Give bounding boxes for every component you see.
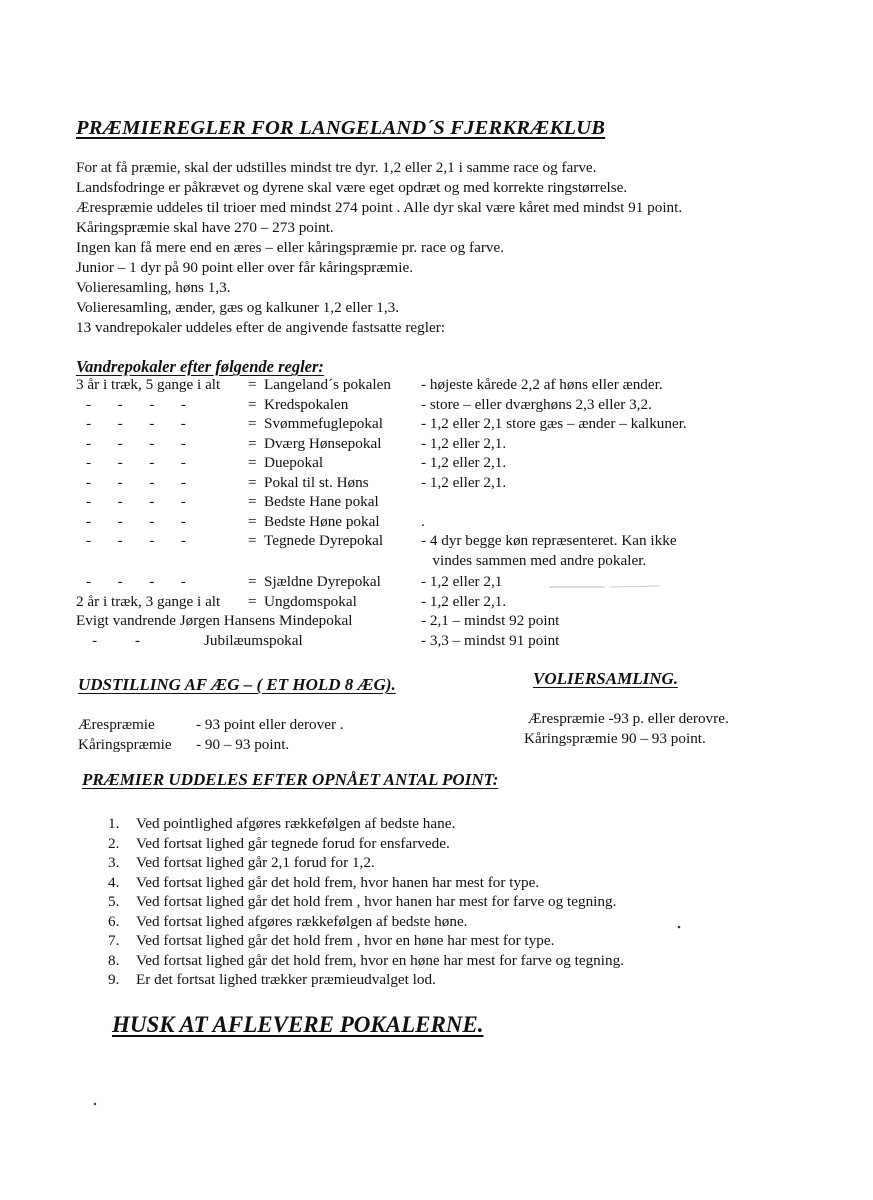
volier-karing: Kåringspræmie 90 – 93 point. [524,730,706,747]
ditto-marks: - - [92,631,141,649]
trophy-equals: = [248,395,257,413]
trophy-rule: - 1,2 eller 2,1 store gæs – ænder – kalkuner. [421,415,687,432]
trophy-rule: - 1,2 eller 2,1. [421,434,507,452]
list-number: 1. [108,815,120,832]
intro-line: Landsfodringe er påkrævet og dyrene skal være eget opdræt og med korrekte ringstørrelse. [76,179,628,196]
return-trophies-notice: HUSK AT AFLEVERE POKALERNE. [112,1012,484,1037]
intro-line: Kåringspræmie skal have 270 – 273 point. [76,219,334,236]
list-number: 6. [108,912,120,930]
eggs-honor-value: - 93 point eller derover . [196,716,344,733]
ditto-marks: - - - - [86,573,186,590]
trophy-equals: = [248,532,257,549]
ditto-marks: - - - - [86,434,186,452]
eggs-heading: UDSTILLING AF ÆG – ( ET HOLD 8 ÆG). [78,675,396,694]
trophy-equals: = [248,512,257,530]
intro-line: For at få præmie, skal der udstilles mindst tre dyr. 1,2 eller 2,1 i samme race og farve. [76,159,597,176]
trophy-rule: - 2,1 – mindst 92 point [421,612,560,629]
trophy-rule-continued: vindes sammen med andre pokaler. [421,551,647,569]
trophy-rule: - 3,3 – mindst 91 point [421,631,560,649]
trophy-name: Jubilæumspokal [204,631,303,649]
list-number: 9. [108,971,120,988]
list-number: 4. [108,873,120,891]
volier-heading: VOLIERSAMLING. [533,669,679,688]
document-title: PRÆMIEREGLER FOR LANGELAND´S FJERKRÆKLUB [76,117,606,139]
scan-dot [94,1103,96,1105]
list-number: 3. [108,854,120,871]
intro-line: Ingen kan få mere end en æres – eller kåringspræmie pr. race og farve. [76,239,505,256]
awards-heading: PRÆMIER UDDELES EFTER OPNÅET ANTAL POINT: [82,770,499,789]
eggs-karing-label: Kåringspræmie [78,736,172,753]
list-text: Ved fortsat lighed afgøres rækkefølgen af bedste høne. [136,912,468,930]
eggs-honor-label: Ærespræmie [78,716,155,733]
trophy-equals: = [248,573,257,590]
trophy-name: Dværg Hønsepokal [264,434,382,452]
list-number: 2. [108,834,120,852]
list-text: Er det fortsat lighed trækker præmieudvalget lod. [136,971,436,988]
list-text: Ved fortsat lighed går 2,1 forud for 1,2. [136,854,375,871]
list-text: Ved fortsat lighed går det hold frem , hvor en høne har mest for type. [136,932,555,949]
ditto-marks: - - - - [86,473,186,491]
trophy-rule: . [421,512,425,530]
trophy-condition: 2 år i træk, 3 gange i alt [76,592,221,610]
ditto-marks: - - - - [86,512,186,530]
trophy-equals: = [248,592,257,610]
trophy-name: Svømmefuglepokal [264,415,383,432]
intro-line: 13 vandrepokaler uddeles efter de angivende fastsatte regler: [76,319,445,336]
trophy-equals: = [248,415,257,432]
trophy-rule: - 1,2 eller 2,1 [421,573,503,590]
trophy-name: Bedste Høne pokal [264,512,380,530]
list-text: Ved pointlighed afgøres rækkefølgen af bedste hane. [136,815,456,832]
trophy-condition: 3 år i træk, 5 gange i alt [76,376,221,393]
eggs-karing-value: - 90 – 93 point. [196,736,290,753]
list-text: Ved fortsat lighed går det hold frem, hvor hanen har mest for type. [136,873,540,891]
trophy-condition: Evigt vandrende Jørgen Hansens Mindepokal [76,612,353,629]
ditto-marks: - - - - [86,395,186,413]
trophy-name: Bedste Hane pokal [264,493,379,510]
list-number: 8. [108,951,120,969]
trophy-name: Sjældne Dyrepokal [264,573,381,590]
list-text: Ved fortsat lighed går det hold frem, hvor en høne har mest for farve og tegning. [136,951,624,969]
trophy-equals: = [248,376,257,393]
trophy-rule: - 1,2 eller 2,1. [421,473,507,491]
scan-line-mark [610,586,660,587]
trophy-name: Langeland´s pokalen [264,376,391,393]
trophy-rule: - 1,2 eller 2,1. [421,454,507,471]
list-number: 5. [108,893,120,910]
trophy-equals: = [248,434,257,452]
intro-line: Ærespræmie uddeles til trioer med mindst 274 point . Alle dyr skal være kåret med mindst 91 point. [76,199,683,216]
trophy-name: Ungdomspokal [264,592,357,610]
trophy-rule: - store – eller dværghøns 2,3 eller 3,2. [421,395,652,413]
trophy-equals: = [248,493,257,510]
ditto-marks: - - - - [86,415,186,432]
trophy-name: Kredspokalen [264,395,349,413]
intro-line: Volieresamling, høns 1,3. [76,279,231,296]
trophy-name: Tegnede Dyrepokal [264,532,384,549]
ditto-marks: - - - - [86,532,186,549]
trophy-name: Pokal til st. Høns [264,473,369,491]
volier-honor: Ærespræmie -93 p. eller derovre. [528,710,729,727]
ditto-marks: - - - - [86,454,186,471]
scan-dot [678,926,681,929]
trophy-rules-heading: Vandrepokaler efter følgende regler: [76,357,324,376]
trophy-rule: - højeste kårede 2,2 af høns eller ænder. [421,376,663,393]
list-number: 7. [108,932,120,949]
intro-line: Junior – 1 dyr på 90 point eller over får kåringspræmie. [76,259,413,276]
list-text: Ved fortsat lighed går tegnede forud for ensfarvede. [136,834,450,852]
ditto-marks: - - - - [86,493,186,510]
trophy-equals: = [248,454,257,471]
trophy-equals: = [248,473,257,491]
list-text: Ved fortsat lighed går det hold frem , hvor hanen har mest for farve og tegning. [136,893,617,910]
intro-line: Volieresamling, ænder, gæs og kalkuner 1,2 eller 1,3. [76,299,400,316]
trophy-rule: - 1,2 eller 2,1. [421,592,507,610]
trophy-rule: - 4 dyr begge køn repræsenteret. Kan ikke [421,532,677,549]
trophy-name: Duepokal [264,454,324,471]
